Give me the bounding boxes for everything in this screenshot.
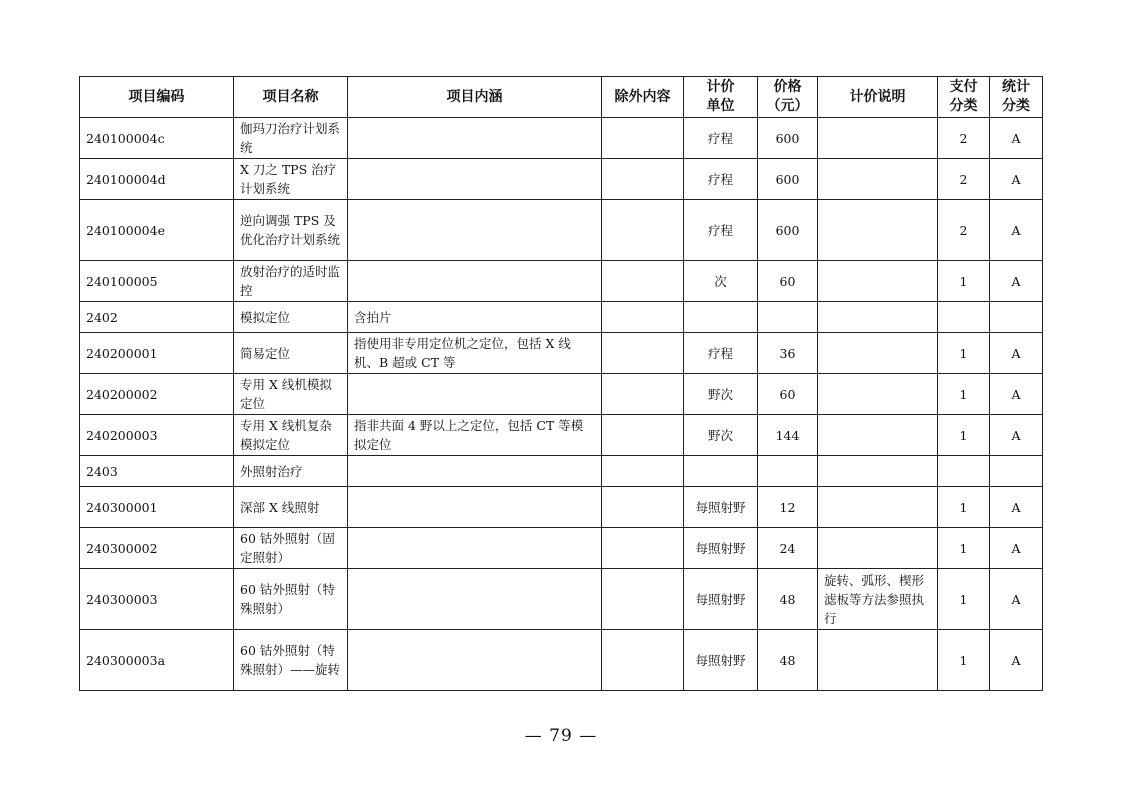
cell-pay: 1 (938, 415, 990, 456)
cell-price: 48 (758, 630, 818, 691)
cell-unit: 野次 (684, 374, 758, 415)
cell-price: 600 (758, 200, 818, 261)
cell-pay: 2 (938, 200, 990, 261)
cell-note (818, 118, 938, 159)
cell-pay: 1 (938, 528, 990, 569)
cell-content (348, 630, 602, 691)
cell-content: 含拍片 (348, 302, 602, 333)
cell-content (348, 456, 602, 487)
cell-code: 240100004d (80, 159, 234, 200)
cell-excluded (602, 302, 684, 333)
cell-name: 逆向调强 TPS 及优化治疗计划系统 (234, 200, 348, 261)
cell-content: 指使用非专用定位机之定位，包括 X 线机、B 超或 CT 等 (348, 333, 602, 374)
cell-unit: 疗程 (684, 118, 758, 159)
table-row (80, 487, 1043, 528)
cell-code: 2402 (80, 302, 234, 333)
cell-note (818, 528, 938, 569)
cell-stat: A (990, 487, 1043, 528)
cell-unit: 每照射野 (684, 569, 758, 630)
cell-name: 伽玛刀治疗计划系统 (234, 118, 348, 159)
cell-unit (684, 456, 758, 487)
cell-code: 240200001 (80, 333, 234, 374)
cell-excluded (602, 333, 684, 374)
cell-excluded (602, 630, 684, 691)
cell-code: 240200002 (80, 374, 234, 415)
cell-note (818, 333, 938, 374)
table-row (80, 456, 1043, 487)
cell-price: 12 (758, 487, 818, 528)
cell-pay: 1 (938, 374, 990, 415)
cell-note (818, 302, 938, 333)
table-row (80, 159, 1043, 200)
cell-code: 240200003 (80, 415, 234, 456)
cell-price: 600 (758, 118, 818, 159)
header-unit: 计价 单位 (684, 77, 758, 118)
cell-pay (938, 302, 990, 333)
header-excluded: 除外内容 (602, 77, 684, 118)
cell-unit: 次 (684, 261, 758, 302)
cell-unit (684, 302, 758, 333)
cell-note (818, 200, 938, 261)
cell-stat: A (990, 118, 1043, 159)
cell-pay: 2 (938, 118, 990, 159)
cell-code: 240300002 (80, 528, 234, 569)
table-row (80, 569, 1043, 630)
cell-content (348, 528, 602, 569)
cell-name: 60 钴外照射（固定照射） (234, 528, 348, 569)
cell-code: 240100005 (80, 261, 234, 302)
cell-note (818, 415, 938, 456)
cell-code: 240300001 (80, 487, 234, 528)
cell-price: 60 (758, 374, 818, 415)
cell-price: 600 (758, 159, 818, 200)
cell-note (818, 487, 938, 528)
cell-price: 144 (758, 415, 818, 456)
cell-price (758, 302, 818, 333)
cell-price: 48 (758, 569, 818, 630)
table-row (80, 415, 1043, 456)
cell-excluded (602, 374, 684, 415)
cell-code: 240100004e (80, 200, 234, 261)
cell-stat: A (990, 159, 1043, 200)
table-row (80, 333, 1043, 374)
table-row (80, 200, 1043, 261)
cell-content (348, 261, 602, 302)
cell-price (758, 456, 818, 487)
cell-content: 指非共面 4 野以上之定位，包括 CT 等模拟定位 (348, 415, 602, 456)
cell-note (818, 456, 938, 487)
cell-unit: 疗程 (684, 200, 758, 261)
cell-excluded (602, 200, 684, 261)
header-content: 项目内涵 (348, 77, 602, 118)
cell-excluded (602, 159, 684, 200)
header-name: 项目名称 (234, 77, 348, 118)
cell-pay: 1 (938, 261, 990, 302)
cell-note: 旋转、弧形、楔形滤板等方法参照执行 (818, 569, 938, 630)
cell-excluded (602, 415, 684, 456)
table-row (80, 374, 1043, 415)
cell-unit: 疗程 (684, 159, 758, 200)
table-row (80, 302, 1043, 333)
cell-unit: 每照射野 (684, 630, 758, 691)
cell-stat: A (990, 630, 1043, 691)
table-row (80, 528, 1043, 569)
cell-code: 240300003 (80, 569, 234, 630)
cell-excluded (602, 528, 684, 569)
cell-pay: 1 (938, 333, 990, 374)
cell-code: 240100004c (80, 118, 234, 159)
cell-stat: A (990, 374, 1043, 415)
page-number: — 79 — (524, 726, 598, 746)
cell-excluded (602, 261, 684, 302)
cell-stat (990, 302, 1043, 333)
header-pay: 支付 分类 (938, 77, 990, 118)
table-row (80, 261, 1043, 302)
cell-note (818, 261, 938, 302)
cell-excluded (602, 487, 684, 528)
table-row (80, 630, 1043, 691)
cell-price: 60 (758, 261, 818, 302)
cell-name: 放射治疗的适时监控 (234, 261, 348, 302)
cell-content (348, 159, 602, 200)
cell-pay: 2 (938, 159, 990, 200)
cell-code: 240300003a (80, 630, 234, 691)
cell-content (348, 118, 602, 159)
cell-name: 专用 X 线机模拟定位 (234, 374, 348, 415)
cell-pay: 1 (938, 630, 990, 691)
cell-stat: A (990, 261, 1043, 302)
cell-stat: A (990, 528, 1043, 569)
cell-excluded (602, 456, 684, 487)
header-code: 项目编码 (80, 77, 234, 118)
cell-content (348, 374, 602, 415)
cell-stat: A (990, 569, 1043, 630)
cell-note (818, 159, 938, 200)
cell-pay: 1 (938, 487, 990, 528)
cell-stat: A (990, 333, 1043, 374)
cell-name: 模拟定位 (234, 302, 348, 333)
cell-name: 60 钴外照射（特殊照射）——旋转 (234, 630, 348, 691)
cell-price: 24 (758, 528, 818, 569)
cell-content (348, 487, 602, 528)
cell-unit: 每照射野 (684, 528, 758, 569)
cell-stat: A (990, 415, 1043, 456)
header-row (80, 77, 1043, 118)
header-price: 价格 （元） (758, 77, 818, 118)
header-note: 计价说明 (818, 77, 938, 118)
price-table (79, 76, 1043, 691)
cell-code: 2403 (80, 456, 234, 487)
cell-excluded (602, 118, 684, 159)
cell-stat (990, 456, 1043, 487)
cell-unit: 每照射野 (684, 487, 758, 528)
cell-unit: 野次 (684, 415, 758, 456)
cell-note (818, 374, 938, 415)
cell-stat: A (990, 200, 1043, 261)
cell-name: 简易定位 (234, 333, 348, 374)
cell-name: X 刀之 TPS 治疗计划系统 (234, 159, 348, 200)
header-stat: 统计 分类 (990, 77, 1043, 118)
cell-name: 60 钴外照射（特殊照射） (234, 569, 348, 630)
cell-pay: 1 (938, 569, 990, 630)
cell-content (348, 569, 602, 630)
table-row (80, 118, 1043, 159)
cell-note (818, 630, 938, 691)
cell-name: 深部 X 线照射 (234, 487, 348, 528)
cell-price: 36 (758, 333, 818, 374)
cell-excluded (602, 569, 684, 630)
cell-name: 专用 X 线机复杂模拟定位 (234, 415, 348, 456)
cell-content (348, 200, 602, 261)
cell-pay (938, 456, 990, 487)
cell-name: 外照射治疗 (234, 456, 348, 487)
cell-unit: 疗程 (684, 333, 758, 374)
